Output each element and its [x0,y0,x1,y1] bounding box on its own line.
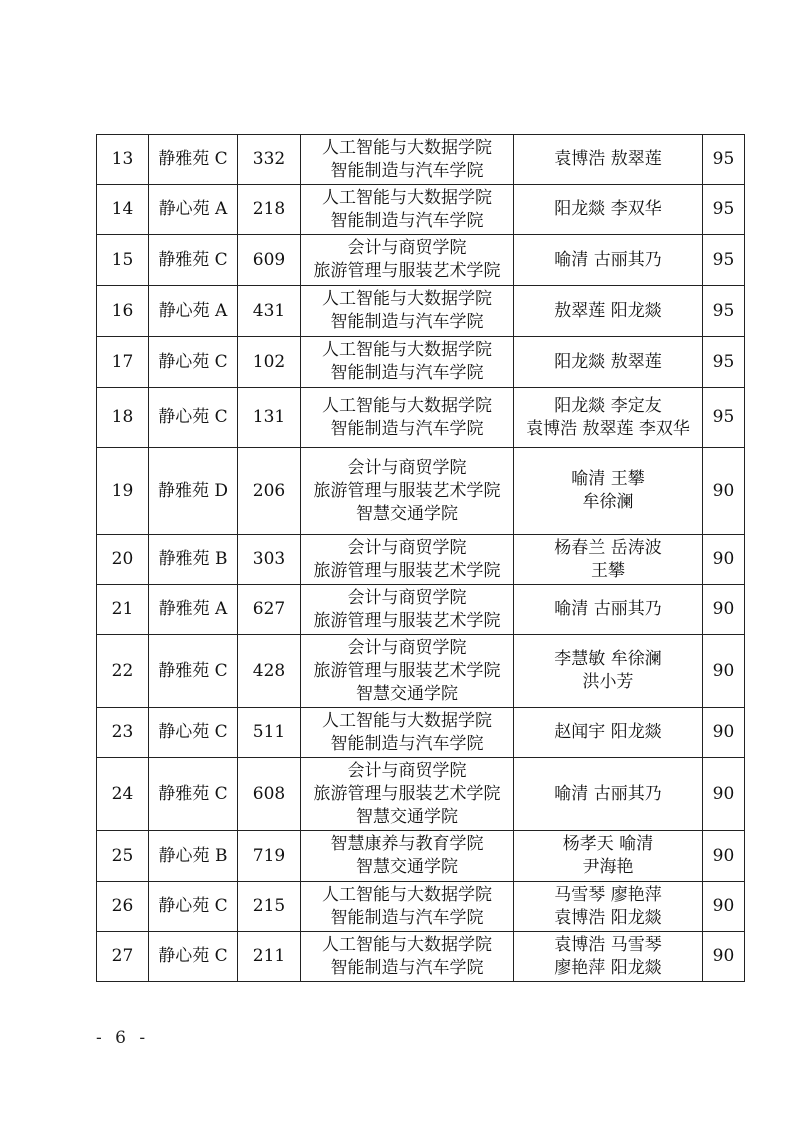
table-row [97,337,745,388]
row-number-cell: 27 [97,932,149,982]
row-number-cell: 21 [97,585,149,635]
college-cell [301,286,514,337]
room-number-cell: 609 [238,235,301,286]
row-number-cell: 14 [97,185,149,235]
room-number-cell: 131 [238,388,301,448]
college-line: 智能制造与汽车学院 [330,418,484,439]
score-cell: 95 [703,286,745,337]
residents-cell [514,135,703,185]
building-cell: 静心苑 C [149,337,238,388]
college-line: 人工智能与大数据学院 [322,137,492,158]
resident-line: 马雪琴 廖艳萍 [554,884,662,905]
residents-cell [514,635,703,708]
room-number-cell: 431 [238,286,301,337]
page-number: - 6 - [96,1028,150,1048]
row-number-cell: 25 [97,831,149,882]
college-line: 智能制造与汽车学院 [330,312,484,332]
building-cell: 静雅苑 B [149,535,238,585]
college-line: 人工智能与大数据学院 [322,934,492,955]
college-line: 智能制造与汽车学院 [330,733,484,754]
score-cell: 90 [703,708,745,758]
room-number-cell: 215 [238,882,301,932]
score-cell: 90 [703,831,745,882]
resident-line: 袁博浩 阳龙燚 [554,907,662,928]
residents-cell [514,535,703,585]
building-cell: 静雅苑 C [149,635,238,708]
college-line: 会计与商贸学院 [347,587,467,608]
room-number-cell: 206 [238,448,301,535]
college-line: 旅游管理与服装艺术学院 [313,261,501,281]
building-cell: 静雅苑 C [149,758,238,831]
college-line: 智慧交通学院 [356,806,458,827]
building-cell: 静心苑 A [149,185,238,235]
residents-cell [514,235,703,286]
table-row [97,585,745,635]
resident-line: 杨春兰 岳涛波 [554,537,662,558]
row-number-cell: 18 [97,388,149,448]
row-number-cell: 17 [97,337,149,388]
building-cell: 静心苑 C [149,708,238,758]
college-cell [301,448,514,535]
room-number-cell: 211 [238,932,301,982]
room-number-cell: 511 [238,708,301,758]
score-cell: 90 [703,932,745,982]
room-number-cell: 102 [238,337,301,388]
college-line: 旅游管理与服装艺术学院 [313,560,501,581]
college-cell [301,135,514,185]
college-cell [301,882,514,932]
table-row [97,758,745,831]
row-number-cell: 22 [97,635,149,708]
college-cell [301,635,514,708]
college-line: 人工智能与大数据学院 [322,187,492,208]
college-line: 旅游管理与服装艺术学院 [313,610,501,631]
score-cell: 90 [703,758,745,831]
room-number-cell: 627 [238,585,301,635]
college-line: 智能制造与汽车学院 [330,210,484,231]
resident-line: 袁博浩 马雪琴 [554,934,662,955]
table-row [97,388,745,448]
score-cell: 95 [703,388,745,448]
college-line: 旅游管理与服装艺术学院 [313,660,501,681]
building-cell: 静心苑 C [149,882,238,932]
college-line: 智能制造与汽车学院 [330,160,484,181]
college-cell [301,185,514,235]
residents-cell [514,831,703,882]
building-cell: 静雅苑 D [149,448,238,535]
row-number-cell: 19 [97,448,149,535]
college-line: 旅游管理与服装艺术学院 [313,480,501,501]
building-cell: 静心苑 C [149,932,238,982]
college-line: 智慧交通学院 [356,857,458,877]
row-number-cell: 24 [97,758,149,831]
table-row [97,708,745,758]
resident-line: 阳龙燚 李定友 [554,395,662,416]
college-line: 智能制造与汽车学院 [330,957,484,978]
residents-cell [514,185,703,235]
college-line: 人工智能与大数据学院 [322,395,492,416]
building-cell: 静心苑 B [149,831,238,882]
score-cell: 95 [703,337,745,388]
college-line: 智慧康养与教育学院 [330,834,484,854]
row-number-cell: 16 [97,286,149,337]
college-cell [301,235,514,286]
resident-line: 阳龙燚 李双华 [554,199,662,219]
score-cell: 95 [703,185,745,235]
college-line: 智慧交通学院 [356,503,458,524]
score-cell: 90 [703,882,745,932]
college-cell [301,337,514,388]
resident-line: 敖翠莲 阳龙燚 [554,300,662,321]
residents-cell [514,932,703,982]
college-line: 会计与商贸学院 [347,760,467,781]
resident-line: 喻清 王攀 [571,469,645,489]
resident-line: 廖艳萍 阳龙燚 [554,957,662,978]
college-cell [301,585,514,635]
college-line: 智慧交通学院 [356,683,458,704]
table-row [97,448,745,535]
table-body [97,135,745,982]
resident-line: 喻清 古丽其乃 [554,783,662,804]
resident-line: 王攀 [591,560,625,581]
row-number-cell: 20 [97,535,149,585]
college-cell [301,388,514,448]
row-number-cell: 23 [97,708,149,758]
college-line: 人工智能与大数据学院 [322,289,492,309]
score-cell: 90 [703,635,745,708]
table-row [97,135,745,185]
building-cell: 静心苑 C [149,388,238,448]
resident-line: 袁博浩 敖翠莲 李双华 [526,418,690,439]
college-line: 会计与商贸学院 [347,637,467,658]
table-row [97,535,745,585]
resident-line: 袁博浩 敖翠莲 [554,149,662,169]
row-number-cell: 15 [97,235,149,286]
resident-line: 赵闻宇 阳龙燚 [554,722,662,742]
college-line: 人工智能与大数据学院 [322,884,492,905]
college-line: 人工智能与大数据学院 [322,340,492,360]
room-number-cell: 332 [238,135,301,185]
college-line: 旅游管理与服装艺术学院 [313,783,501,804]
resident-line: 喻清 古丽其乃 [554,599,662,619]
score-cell: 95 [703,135,745,185]
residents-cell [514,448,703,535]
room-number-cell: 608 [238,758,301,831]
room-number-cell: 303 [238,535,301,585]
row-number-cell: 13 [97,135,149,185]
residents-cell [514,882,703,932]
building-cell: 静雅苑 C [149,235,238,286]
college-line: 会计与商贸学院 [347,238,467,258]
building-cell: 静雅苑 C [149,135,238,185]
college-line: 人工智能与大数据学院 [322,710,492,731]
room-number-cell: 428 [238,635,301,708]
table-row [97,882,745,932]
row-number-cell: 26 [97,882,149,932]
college-cell [301,831,514,882]
resident-line: 阳龙燚 敖翠莲 [554,351,662,372]
college-cell [301,708,514,758]
score-cell: 90 [703,448,745,535]
building-cell: 静雅苑 A [149,585,238,635]
room-number-cell: 218 [238,185,301,235]
college-line: 会计与商贸学院 [347,457,467,478]
residents-cell [514,286,703,337]
college-line: 智能制造与汽车学院 [330,363,484,383]
table-row [97,932,745,982]
residents-cell [514,337,703,388]
resident-line: 尹海艳 [582,857,634,877]
resident-line: 杨孝天 喻清 [562,834,654,854]
table-row [97,635,745,708]
residents-cell [514,388,703,448]
table-row [97,831,745,882]
residents-cell [514,708,703,758]
college-line: 会计与商贸学院 [347,537,467,558]
table-row [97,286,745,337]
dormitory-score-table [96,134,745,982]
table-row [97,235,745,286]
college-cell [301,535,514,585]
table-row [97,185,745,235]
score-cell: 95 [703,235,745,286]
room-number-cell: 719 [238,831,301,882]
residents-cell [514,585,703,635]
score-cell: 90 [703,535,745,585]
resident-line: 喻清 古丽其乃 [554,249,662,270]
college-cell [301,758,514,831]
college-line: 智能制造与汽车学院 [330,907,484,928]
college-cell [301,932,514,982]
residents-cell [514,758,703,831]
resident-line: 牟徐澜 [582,492,634,512]
building-cell: 静心苑 A [149,286,238,337]
resident-line: 洪小芳 [582,672,634,692]
score-cell: 90 [703,585,745,635]
resident-line: 李慧敏 牟徐澜 [554,649,662,669]
